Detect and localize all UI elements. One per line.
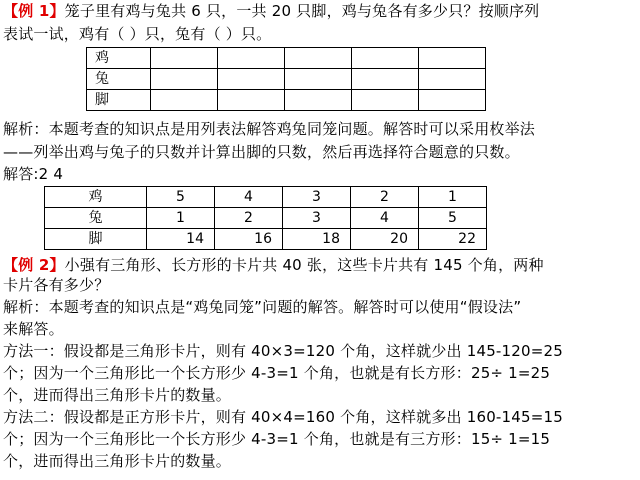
blank-table [86,47,486,111]
answer-cell: 5 [147,187,215,208]
answer-row-label: 脚 [45,229,147,250]
table-row [87,69,486,90]
table-row [87,90,486,111]
example2-question-line2: 卡片各有多少？ [3,276,110,294]
answer-table [44,186,487,250]
blank-cell [218,69,285,90]
example2-method1-line2: 个；因为一个三角形比一个长方形少 4-3=1 个角，也就是有长方形：25÷ 1=25 [3,364,551,382]
example1-question-line2: 表试一试，鸡有（ ）只，兔有（ ）只。 [3,25,272,43]
example1-tag-open: 【 [3,2,19,20]
answer-cell: 2 [215,208,283,229]
answer-cell: 2 [351,187,419,208]
example2-method2-line2: 个；因为一个三角形比一个长方形少 4-3=1 个角，也就是有三方形：15÷ 1=15 [3,430,551,448]
example2-method1-line3: 个，进而得出三角形卡片的数量。 [3,386,232,404]
example2-tag-label: 例 2 [18,256,50,274]
answer-cell: 1 [147,208,215,229]
blank-cell [419,48,486,69]
answer-cell: 3 [283,187,351,208]
example2-analysis-line1: 解析：本题考查的知识点是“鸡兔同笼”问题的解答。解答时可以使用“假设法” [3,298,522,316]
blank-cell [419,69,486,90]
example2-method2-line3: 个，进而得出三角形卡片的数量。 [3,452,232,470]
answer-cell: 3 [283,208,351,229]
answer-cell: 5 [419,208,487,229]
answer-cell: 16 [215,229,283,250]
table-row [87,48,486,69]
example2-question-text: 小强有三角形、长方形的卡片共 40 张，这些卡片共有 145 个角，两种 [64,256,544,274]
answer-cell: 22 [419,229,487,250]
table-row [45,229,487,250]
row-label-chicken: 鸡 [87,48,151,69]
answer-cell: 1 [419,187,487,208]
example1-tag-close: 】 [49,2,65,20]
answer-row-label: 兔 [45,208,147,229]
example2-analysis-line2: 来解答。 [3,320,64,338]
blank-cell [285,48,352,69]
example2-method2-line1: 方法二：假设都是正方形卡片，则有 40×4=160 个角，这样就多出 160-145=15 [3,408,564,426]
blank-cell [151,48,218,69]
example2-method1-line1: 方法一：假设都是三角形卡片，则有 40×3=120 个角，这样就少出 145-120=25 [3,342,564,360]
blank-cell [419,90,486,111]
example2-question-line1 [3,256,544,275]
answer-cell: 4 [351,208,419,229]
row-label-rabbit: 兔 [87,69,151,90]
example1-answer-line: 解答:2 4 [3,165,64,183]
example1-tag-label: 例 1 [18,2,50,20]
row-label-feet: 脚 [87,90,151,111]
example2-tag-open: 【 [3,256,19,274]
blank-cell [352,48,419,69]
blank-cell [218,48,285,69]
example1-question-text: 笼子里有鸡与兔共 6 只，一共 20 只脚，鸡与兔各有多少只？按顺序列 [64,2,540,20]
example1-analysis-line2: ——列举出鸡与兔子的只数并计算出脚的只数，然后再选择符合题意的只数。 [3,143,520,161]
answer-row-label: 鸡 [45,187,147,208]
example1-analysis-line1: 解析：本题考查的知识点是用列表法解答鸡兔同笼问题。解答时可以采用枚举法 [3,120,536,138]
blank-cell [352,69,419,90]
blank-cell [151,69,218,90]
blank-cell [285,90,352,111]
blank-cell [218,90,285,111]
example1-question-line1 [3,2,539,21]
table-row [45,187,487,208]
answer-cell: 20 [351,229,419,250]
answer-cell: 4 [215,187,283,208]
table-row [45,208,487,229]
answer-cell: 14 [147,229,215,250]
example2-tag-close: 】 [49,256,65,274]
answer-cell: 18 [283,229,351,250]
blank-cell [285,69,352,90]
blank-cell [151,90,218,111]
blank-cell [352,90,419,111]
